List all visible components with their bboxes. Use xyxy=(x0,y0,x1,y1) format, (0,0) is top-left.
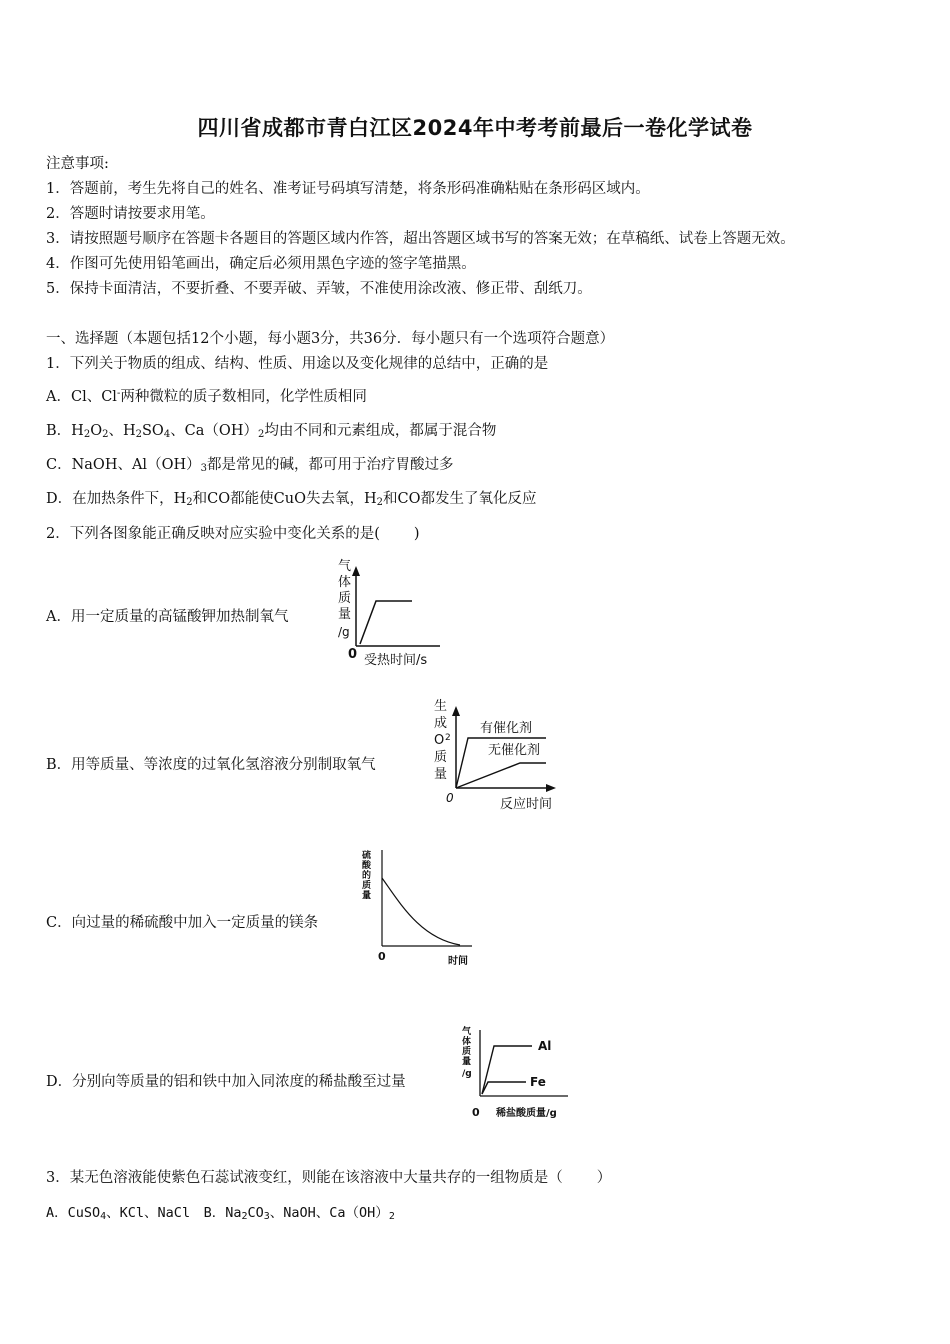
graph-d-label-al: Al xyxy=(538,1039,552,1053)
notice-item-2: 2．答题时请按要求用笔。 xyxy=(46,206,215,222)
notice-heading: 注意事项: xyxy=(46,156,109,172)
graph-d-ylabel-2: 体 xyxy=(462,1037,472,1047)
q2-graph-b xyxy=(430,696,570,814)
graph-b-label-catalyst: 有催化剂 xyxy=(480,721,533,736)
graph-a-ylabel-1: 气 xyxy=(338,559,352,574)
graph-b-ylabel-2: 成 xyxy=(434,716,448,731)
graph-b-y-arrow xyxy=(452,706,460,716)
q2-option-d: D．分别向等质量的铝和铁中加入同浓度的稀盐酸至过量 xyxy=(46,1074,406,1090)
q3-options: A．CuSO$_4$、KCl、NaCl B．$Na_2CO_3$、NaOH、$Ca(OH)_2$ xyxy=(46,1205,395,1222)
q1-stem: 1．下列关于物质的组成、结构、性质、用途以及变化规律的总结中，正确的是 xyxy=(46,356,549,372)
notice-item-1: 1．答题前，考生先将自己的姓名、准考证号码填写清楚，将条形码准确粘贴在条形码区域内。 xyxy=(46,181,650,197)
q1-option-a: A．Cl、Cl-两种微粒的质子数相同，化学性质相同 xyxy=(46,388,367,405)
graph-c-xlabel: 时间 xyxy=(448,956,468,967)
graph-c-origin: 0 xyxy=(378,950,386,963)
graph-d-ylabel-3: 质 xyxy=(462,1047,472,1057)
page-title: 四川省成都市青白江区2024年中考考前最后一卷化学试卷 xyxy=(197,116,753,140)
q2-graph-c xyxy=(360,848,480,968)
q2-option-b: B．用等质量、等浓度的过氧化氢溶液分别制取氧气 xyxy=(46,757,376,773)
notice-item-5: 5．保持卡面清洁，不要折叠、不要弄破、弄皱，不准使用涂改液、修正带、刮纸刀。 xyxy=(46,281,592,297)
q2-graph-a xyxy=(330,558,450,670)
graph-a-origin: 0 xyxy=(348,647,358,662)
graph-a-ylabel-3: 质 xyxy=(338,591,352,606)
graph-b-ylabel-3: O xyxy=(434,733,445,748)
q2-graph-d xyxy=(460,1024,580,1124)
graph-c-ylabel-2: 酸 xyxy=(362,861,372,871)
graph-d-curve-al xyxy=(482,1046,532,1094)
graph-d-xlabel: 稀盐酸质量/g xyxy=(496,1108,557,1119)
graph-c-ylabel-4: 质 xyxy=(362,881,372,891)
notice-item-3: 3．请按照题号顺序在答题卡各题目的答题区域内作答，超出答题区域书写的答案无效；在草稿纸、试卷上答题无效。 xyxy=(46,231,795,247)
graph-d-ylabel-4: 量 xyxy=(462,1057,472,1067)
graph-c-ylabel-3: 的 xyxy=(362,871,372,881)
graph-b-ylabel-5: 质 xyxy=(434,750,448,765)
graph-a-ylabel-5: /g xyxy=(338,625,350,639)
graph-c-ylabel-5: 量 xyxy=(362,891,372,901)
graph-b-ylabel-1: 生 xyxy=(434,699,448,714)
q2-stem: 2．下列各图象能正确反映对应实验中变化关系的是( ) xyxy=(46,526,420,542)
q1-option-b: B．$H_2O_2$、$H_2SO_4$、$Ca(OH)_2$均由不同和元素组成，都属于混合物 xyxy=(46,423,497,440)
graph-b-label-no-catalyst: 无催化剂 xyxy=(488,743,541,758)
graph-b-x-arrow xyxy=(546,784,556,792)
graph-c-curve xyxy=(382,878,460,945)
graph-a-curve xyxy=(360,601,412,644)
graph-d-curve-fe xyxy=(482,1082,526,1094)
graph-b-curve-no-catalyst xyxy=(456,763,546,788)
graph-b-ylabel-4: 2 xyxy=(445,733,451,743)
q1-option-d: D．在加热条件下，$H_2$和CO都能使CuO失去氧，$H_2$和CO都发生了氧化反应 xyxy=(46,491,537,508)
graph-d-ylabel-1: 气 xyxy=(462,1027,472,1037)
graph-a-ylabel-4: 量 xyxy=(338,607,352,622)
q1-option-c: C．NaOH、$Al(OH)_3$都是常见的碱，都可用于治疗胃酸过多 xyxy=(46,457,454,474)
notice-item-4: 4．作图可先使用铅笔画出，确定后必须用黑色字迹的签字笔描黑。 xyxy=(46,256,476,272)
q2-option-c: C．向过量的稀硫酸中加入一定质量的镁条 xyxy=(46,915,319,931)
graph-b-xlabel: 反应时间 xyxy=(500,797,553,812)
section-heading: 一、选择题（本题包括12个小题，每小题3分，共36分．每小题只有一个选项符合题意） xyxy=(46,331,615,347)
graph-d-ylabel-5: /g xyxy=(462,1069,472,1079)
graph-c-ylabel-1: 硫 xyxy=(362,851,372,861)
graph-d-label-fe: Fe xyxy=(530,1075,546,1089)
q2-option-a: A．用一定质量的高锰酸钾加热制氧气 xyxy=(46,609,289,625)
graph-a-ylabel-2: 体 xyxy=(338,575,352,590)
graph-d-origin: 0 xyxy=(472,1106,480,1119)
q3-stem: 3．某无色溶液能使紫色石蕊试液变红，则能在该溶液中大量共存的一组物质是（ ） xyxy=(46,1170,612,1186)
graph-a-y-arrow xyxy=(352,566,360,576)
graph-a-xlabel: 受热时间/s xyxy=(364,653,428,668)
graph-b-ylabel-6: 量 xyxy=(434,767,448,782)
graph-b-origin: 0 xyxy=(446,791,454,805)
